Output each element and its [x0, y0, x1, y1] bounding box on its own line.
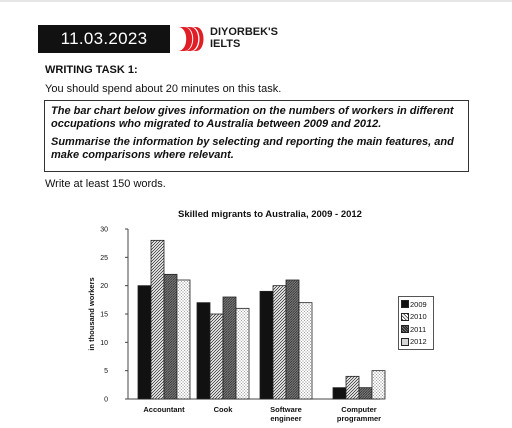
top-divider: [0, 0, 512, 2]
chart-title: Skilled migrants to Australia, 2009 - 2012: [178, 209, 362, 220]
time-instruction: You should spend about 20 minutes on this task.: [45, 83, 282, 95]
y-tick-label: 10: [100, 339, 108, 347]
y-tick-label: 5: [104, 368, 108, 376]
bar-2010-computer-programmer: [346, 376, 359, 399]
task-prompt-box: [44, 100, 469, 172]
x-category-label: programmer: [336, 414, 382, 423]
bar-2010-accountant: [151, 240, 164, 399]
y-tick-label: 15: [100, 311, 108, 319]
bar-2010-cook: [210, 314, 223, 399]
y-tick-label: 20: [100, 283, 108, 291]
date-text: 11.03.2023: [60, 29, 148, 48]
bar-2011-software-engineer: [286, 280, 299, 399]
date-banner: [38, 25, 170, 53]
y-tick-label: 30: [100, 226, 108, 234]
bar-2011-accountant: [164, 274, 177, 399]
brand-name: [210, 26, 278, 50]
legend-item-2010: [401, 311, 431, 324]
bar-2012-computer-programmer: [372, 371, 385, 399]
word-count-instruction: Write at least 150 words.: [45, 178, 166, 190]
legend-label: 2010: [410, 312, 427, 322]
bar-2011-computer-programmer: [359, 388, 372, 399]
brand-line-1: DIYORBEK'S: [210, 26, 279, 38]
bar-2009-cook: [197, 303, 210, 399]
x-category-label: Accountant: [143, 405, 185, 414]
legend-item-2011: [401, 323, 431, 336]
task-heading: WRITING TASK 1:: [45, 64, 138, 76]
brand-line-2: IELTS: [210, 38, 241, 50]
bar-2009-software-engineer: [260, 291, 273, 399]
prompt-paragraph-2: Summarise the information by selecting and reporting the main features, and make comparisons where relevant.: [51, 136, 454, 161]
x-category-label: engineer: [270, 414, 302, 423]
legend-item-2012: [401, 336, 431, 349]
bar-2009-computer-programmer: [333, 388, 346, 399]
bar-2012-software-engineer: [299, 303, 312, 399]
x-category-label: Cook: [213, 405, 233, 414]
chart-y-axis-label: in thousand workers: [87, 277, 96, 351]
legend-label: 2012: [410, 337, 427, 347]
legend-swatch: [401, 313, 409, 321]
legend-swatch: [401, 300, 409, 308]
bar-2009-accountant: [138, 286, 151, 399]
legend-label: 2011: [410, 324, 427, 334]
bar-2011-cook: [223, 297, 236, 399]
y-tick-label: 0: [104, 396, 108, 404]
bar-2012-cook: [236, 308, 249, 399]
legend-item-2009: [401, 298, 431, 311]
x-category-label: Software: [270, 405, 302, 414]
legend-swatch: [401, 325, 409, 333]
bar-2012-accountant: [177, 280, 190, 399]
triple-curve-logo-icon: [176, 24, 206, 54]
legend-label: 2009: [410, 299, 427, 309]
y-tick-label: 25: [100, 254, 108, 262]
chart-legend: [398, 296, 434, 350]
bar-2010-software-engineer: [273, 286, 286, 399]
x-category-label: Computer: [341, 405, 377, 414]
legend-swatch: [401, 338, 409, 346]
prompt-paragraph-1: The bar chart below gives information on the numbers of workers in different occupations who migrated to Australia between 2009 and 2012.: [51, 105, 454, 130]
